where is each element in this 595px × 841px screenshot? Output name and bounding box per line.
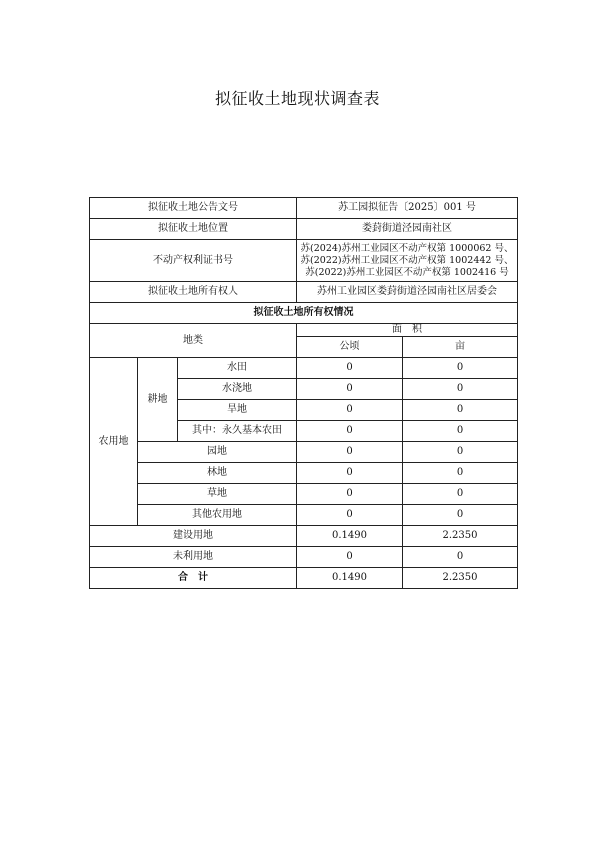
owner-label: 拟征收土地所有权人 (90, 282, 297, 303)
hectare-value: 0 (297, 484, 403, 505)
mu-value: 0 (403, 400, 518, 421)
land-type-name: 旱地 (178, 400, 297, 421)
header-row-1 (90, 324, 518, 337)
land-type-name: 园地 (138, 442, 297, 463)
hectare-value: 0 (297, 358, 403, 379)
total-mu-value: 2.2350 (403, 568, 518, 589)
table-row (90, 505, 518, 526)
total-hectare-value: 0.1490 (297, 568, 403, 589)
mu-value: 0 (403, 421, 518, 442)
land-type-name: 林地 (138, 463, 297, 484)
land-type-name: 未利用地 (90, 547, 297, 568)
table-row (90, 442, 518, 463)
land-type-name: 建设用地 (90, 526, 297, 547)
land-type-name: 其中：永久基本农田 (178, 421, 297, 442)
hectare-value: 0 (297, 379, 403, 400)
hectare-value: 0 (297, 463, 403, 484)
hectare-value: 0 (297, 505, 403, 526)
certificate-line: 苏(2024)苏州工业园区不动产权第 1000062 号、 (300, 242, 514, 254)
construction-row (90, 526, 518, 547)
mu-value: 0 (403, 484, 518, 505)
table-row (90, 358, 518, 379)
arable-label: 耕地 (138, 358, 178, 442)
land-type-name: 草地 (138, 484, 297, 505)
land-type-name: 水浇地 (178, 379, 297, 400)
announcement-label: 拟征收土地公告文号 (90, 198, 297, 219)
certificate-line: 苏(2022)苏州工业园区不动产权第 1002442 号、 (300, 254, 514, 266)
hectare-value: 0 (297, 421, 403, 442)
area-header: 面 积 (297, 324, 518, 337)
table-row (90, 463, 518, 484)
mu-value: 0 (403, 358, 518, 379)
land-type-name: 其他农用地 (138, 505, 297, 526)
mu-value: 2.2350 (403, 526, 518, 547)
table-row (90, 484, 518, 505)
land-type-header: 地类 (90, 324, 297, 358)
section-title: 拟征收土地所有权情况 (90, 303, 518, 324)
land-type-name: 水田 (178, 358, 297, 379)
section-row (90, 303, 518, 324)
hectare-header: 公顷 (297, 337, 403, 358)
announcement-row (90, 198, 518, 219)
mu-value: 0 (403, 547, 518, 568)
hectare-value: 0 (297, 400, 403, 421)
mu-header: 亩 (403, 337, 518, 358)
certificate-value (297, 240, 518, 282)
location-label: 拟征收土地位置 (90, 219, 297, 240)
mu-value: 0 (403, 379, 518, 400)
location-row (90, 219, 518, 240)
owner-value: 苏州工业园区娄葑街道泾园南社区居委会 (297, 282, 518, 303)
unused-row (90, 547, 518, 568)
certificate-row (90, 240, 518, 282)
certificate-label: 不动产权利证书号 (90, 240, 297, 282)
document-title: 拟征收土地现状调查表 (214, 89, 380, 108)
owner-row (90, 282, 518, 303)
total-label: 合 计 (90, 568, 297, 589)
hectare-value: 0 (297, 442, 403, 463)
location-value: 娄葑街道泾园南社区 (297, 219, 518, 240)
mu-value: 0 (403, 505, 518, 526)
mu-value: 0 (403, 463, 518, 484)
certificate-line: 苏(2022)苏州工业园区不动产权第 1002416 号 (305, 266, 509, 278)
land-survey-table (89, 197, 518, 589)
announcement-value: 苏工园拟征告〔2025〕001 号 (297, 198, 518, 219)
hectare-value: 0 (297, 547, 403, 568)
agri-label: 农用地 (90, 358, 138, 526)
hectare-value: 0.1490 (297, 526, 403, 547)
total-row (90, 568, 518, 589)
mu-value: 0 (403, 442, 518, 463)
